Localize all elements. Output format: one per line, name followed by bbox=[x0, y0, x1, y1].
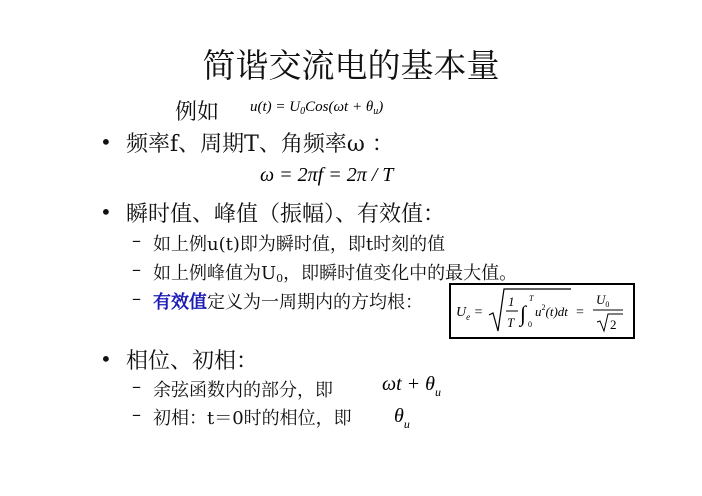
rms-formula bbox=[451, 285, 633, 337]
peak-value-text-after: ，即瞬时值变化中的最大值。 bbox=[283, 263, 518, 284]
example-formula-text: $u(t) = U_0Cos(\omega t + \theta_u)$ bbox=[250, 99, 384, 117]
integral-lower: 0 bbox=[528, 320, 532, 329]
initial-phase-item: 初相：t＝0时的相位，即 bbox=[153, 408, 352, 429]
bullet-phase: 相位、初相： bbox=[126, 349, 259, 374]
peak-value-text-before: 如上例峰值为U bbox=[153, 263, 277, 284]
rms-lhs: $U_e$ = bbox=[456, 305, 484, 322]
bullet-values: 瞬时值、峰值（振幅）、有效值： bbox=[126, 202, 446, 227]
rhs-numerator: $U_0$ bbox=[596, 292, 610, 309]
bullet-marker: • bbox=[100, 130, 112, 154]
example-formula bbox=[248, 92, 418, 120]
phase-item: 余弦函数内的部分，即 bbox=[153, 380, 333, 401]
dash-marker: – bbox=[132, 376, 141, 397]
peak-value-item bbox=[153, 259, 517, 285]
integral-sign: ∫ bbox=[520, 301, 527, 326]
frac-denominator: T bbox=[507, 315, 515, 330]
rms-formula-box bbox=[449, 283, 635, 339]
angular-frequency-formula bbox=[258, 160, 438, 190]
effective-value-highlight: 有效值 bbox=[153, 292, 207, 313]
equals-sign: = bbox=[576, 305, 584, 320]
example-label: 例如 bbox=[175, 100, 220, 125]
instantaneous-value-item: 如上例u(t)即为瞬时值，即t时刻的值 bbox=[153, 234, 446, 255]
dash-marker: – bbox=[132, 404, 141, 425]
angular-frequency-formula-text: ω = 2πf = 2π / T bbox=[260, 164, 394, 186]
integrand: $u^2(t)dt$ bbox=[535, 303, 568, 319]
initial-phase-formula bbox=[392, 400, 432, 434]
peak-value-subscript: 0 bbox=[276, 272, 284, 285]
effective-value-text: 定义为一周期内的方均根： bbox=[207, 292, 423, 313]
initial-phase-formula-text: $\theta_u$ bbox=[394, 405, 410, 431]
phase-formula bbox=[380, 370, 470, 402]
phase-formula-text: $\omega t + \theta_u$ bbox=[382, 373, 441, 399]
rhs-denominator: 2 bbox=[610, 317, 617, 332]
bullet-marker: • bbox=[100, 200, 112, 224]
slide-title: 简谐交流电的基本量 bbox=[202, 46, 500, 85]
integral-upper: T bbox=[529, 294, 534, 303]
dash-marker: – bbox=[132, 230, 141, 251]
frac-numerator: 1 bbox=[508, 294, 515, 309]
bullet-marker: • bbox=[100, 347, 112, 371]
effective-value-item bbox=[153, 288, 423, 314]
bullet-frequency-period: 频率f、周期T、角频率ω ： bbox=[126, 132, 394, 157]
dash-marker: – bbox=[132, 288, 141, 309]
dash-marker: – bbox=[132, 259, 141, 280]
